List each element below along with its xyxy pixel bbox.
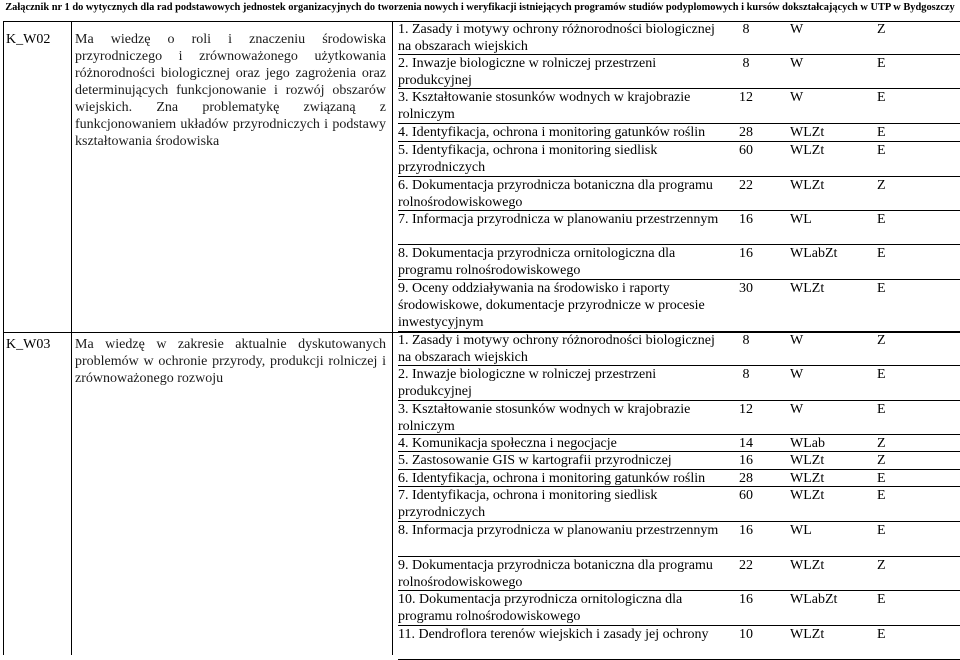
subject-row xyxy=(398,245,960,280)
subject-assessment: E xyxy=(877,90,886,105)
subject-row xyxy=(398,142,960,177)
subject-row xyxy=(398,435,960,452)
subject-hours: 28 xyxy=(739,125,753,140)
subject-row xyxy=(398,21,960,55)
subject-name: 9. Oceny oddziaływania na środowisko i raporty środowiskowe, dokumentacje przyrodnicze w procesie inwestycyjnym xyxy=(398,281,705,330)
subject-row xyxy=(398,124,960,142)
subject-assessment: E xyxy=(877,281,886,296)
subject-row xyxy=(398,366,960,401)
subject-form: W xyxy=(790,367,804,382)
subject-name: 6. Identyfikacja, ochrona i monitoring gatunków roślin xyxy=(398,471,706,486)
subject-row xyxy=(398,211,960,245)
subject-form: W xyxy=(790,402,804,417)
subject-form: WL xyxy=(790,212,812,227)
subject-hours: 22 xyxy=(739,178,753,193)
subject-hours: 16 xyxy=(739,212,753,227)
subject-hours: 16 xyxy=(739,246,753,261)
subject-name: 5. Identyfikacja, ochrona i monitoring siedlisk przyrodniczych xyxy=(398,143,658,175)
subject-hours: 12 xyxy=(739,90,753,105)
subject-name: 2. Inwazje biologiczne w rolniczej przestrzeni produkcyjnej xyxy=(398,367,657,399)
subject-name: 6. Dokumentacja przyrodnicza botaniczna dla programu rolnośrodowiskowego xyxy=(398,178,713,210)
subject-assessment: Z xyxy=(877,436,886,451)
subject-row xyxy=(398,55,960,89)
subject-name: 9. Dokumentacja przyrodnicza botaniczna dla programu rolnośrodowiskowego xyxy=(398,558,713,590)
subject-form: WLZt xyxy=(790,488,825,503)
subject-name: 5. Zastosowanie GIS w kartografii przyrodniczej xyxy=(398,453,672,468)
header-title: Załącznik nr 1 do wytycznych dla rad podstawowych jednostek organizacyjnych do tworzenia nowych i weryfikacji istniejących programów studiów podyplomowych i kursów dokształcających w UTP w Bydgoszczy xyxy=(5,2,955,13)
subject-assessment: Z xyxy=(877,558,886,573)
subject-name: 3. Kształtowanie stosunków wodnych w krajobrazie rolniczym xyxy=(398,402,691,434)
subject-name: 10. Dokumentacja przyrodnicza ornitologiczna dla programu rolnośrodowiskowego xyxy=(398,592,683,624)
subject-assessment: E xyxy=(877,143,886,158)
subject-assessment: E xyxy=(877,125,886,140)
subject-assessment: E xyxy=(877,592,886,607)
subject-form: WLZt xyxy=(790,627,825,642)
subject-form: WLZt xyxy=(790,453,825,468)
subject-assessment: E xyxy=(877,212,886,227)
subject-name: 7. Identyfikacja, ochrona i monitoring siedlisk przyrodniczych xyxy=(398,488,658,520)
subject-assessment: E xyxy=(877,367,886,382)
subject-form: WL xyxy=(790,523,812,538)
outcome-description-k-w03: Ma wiedzę w zakresie aktualnie dyskutowanych problemów w ochronie przyrody, produkcji rolniczej i zrównoważonego rozwoju xyxy=(75,337,386,386)
subject-assessment: E xyxy=(877,246,886,261)
subject-form: W xyxy=(790,90,804,105)
subject-hours: 22 xyxy=(739,558,753,573)
subject-rows xyxy=(398,21,960,660)
outcome-description-k-w02: Ma wiedzę o roli i znaczeniu środowiska przyrodniczego i zrównoważonego użytkowania różnorodności biologicznej oraz jego zagrożenia oraz determinujących funkcjonowanie i rozwój obszarów wiejskich. Zna problematykę związaną z funkcjonowaniem układów przyrodniczych i podstawy kształtowania środowiska xyxy=(75,32,386,149)
subject-hours: 8 xyxy=(742,367,750,382)
subject-row xyxy=(398,177,960,211)
subject-hours: 60 xyxy=(739,143,753,158)
subject-hours: 12 xyxy=(739,402,753,417)
table-border-left xyxy=(3,21,4,655)
subject-form: WLab xyxy=(790,436,825,451)
subject-hours: 14 xyxy=(739,436,753,451)
subject-form: WLZt xyxy=(790,471,825,486)
subject-name: 7. Informacja przyrodnicza w planowaniu przestrzennym xyxy=(398,212,719,227)
subject-form: WLZt xyxy=(790,558,825,573)
subject-hours: 60 xyxy=(739,488,753,503)
subject-name: 4. Identyfikacja, ochrona i monitoring gatunków roślin xyxy=(398,125,706,140)
subject-hours: 30 xyxy=(739,281,753,296)
subject-row xyxy=(398,280,960,332)
subject-assessment: Z xyxy=(877,453,886,468)
subject-assessment: E xyxy=(877,488,886,503)
subject-hours: 8 xyxy=(742,22,750,37)
subject-row xyxy=(398,89,960,124)
subject-form: W xyxy=(790,333,804,348)
subject-row xyxy=(398,401,960,435)
subject-name: 2. Inwazje biologiczne w rolniczej przestrzeni produkcyjnej xyxy=(398,56,657,88)
subject-hours: 8 xyxy=(742,56,750,71)
page-header xyxy=(0,0,960,21)
subject-assessment: Z xyxy=(877,22,886,37)
subject-row xyxy=(398,470,960,487)
subject-hours: 8 xyxy=(742,333,750,348)
subject-name: 11. Dendroflora terenów wiejskich i zasady jej ochrony xyxy=(398,627,709,642)
subject-hours: 28 xyxy=(739,471,753,486)
subject-form: WLZt xyxy=(790,143,825,158)
subject-assessment: E xyxy=(877,523,886,538)
outcomes-table xyxy=(0,21,960,655)
subject-hours: 16 xyxy=(739,453,753,468)
subject-form: W xyxy=(790,56,804,71)
subject-row xyxy=(398,522,960,557)
subject-assessment: E xyxy=(877,56,886,71)
subject-name: 4. Komunikacja społeczna i negocjacje xyxy=(398,436,617,451)
subject-row xyxy=(398,487,960,522)
subject-row xyxy=(398,557,960,591)
subject-assessment: E xyxy=(877,471,886,486)
column-divider-code xyxy=(71,21,72,655)
subject-form: WLZt xyxy=(790,178,825,193)
subject-assessment: Z xyxy=(877,333,886,348)
subject-hours: 16 xyxy=(739,523,753,538)
subject-name: 8. Dokumentacja przyrodnicza ornitologiczna dla programu rolnośrodowiskowego xyxy=(398,246,676,278)
subject-form: WLabZt xyxy=(790,246,838,261)
subject-form: W xyxy=(790,22,804,37)
subject-assessment: E xyxy=(877,627,886,642)
subject-form: WLZt xyxy=(790,281,825,296)
subject-row xyxy=(398,452,960,470)
subject-form: WLZt xyxy=(790,125,825,140)
subject-assessment: Z xyxy=(877,178,886,193)
subject-assessment: E xyxy=(877,402,886,417)
outcome-code-k-w03: K_W03 xyxy=(6,337,51,352)
subject-hours: 10 xyxy=(739,627,753,642)
subject-name: 1. Zasady i motywy ochrony różnorodności biologicznej na obszarach wiejskich xyxy=(398,333,715,365)
subject-row xyxy=(398,332,960,366)
outcome-code-k-w02: K_W02 xyxy=(6,32,51,47)
subject-name: 8. Informacja przyrodnicza w planowaniu przestrzennym xyxy=(398,523,719,538)
subject-form: WLabZt xyxy=(790,592,838,607)
column-divider-description xyxy=(392,21,393,655)
subject-hours: 16 xyxy=(739,592,753,607)
subject-row xyxy=(398,591,960,626)
subject-name: 1. Zasady i motywy ochrony różnorodności biologicznej na obszarach wiejskich xyxy=(398,22,715,54)
subject-name: 3. Kształtowanie stosunków wodnych w krajobrazie rolniczym xyxy=(398,90,691,122)
